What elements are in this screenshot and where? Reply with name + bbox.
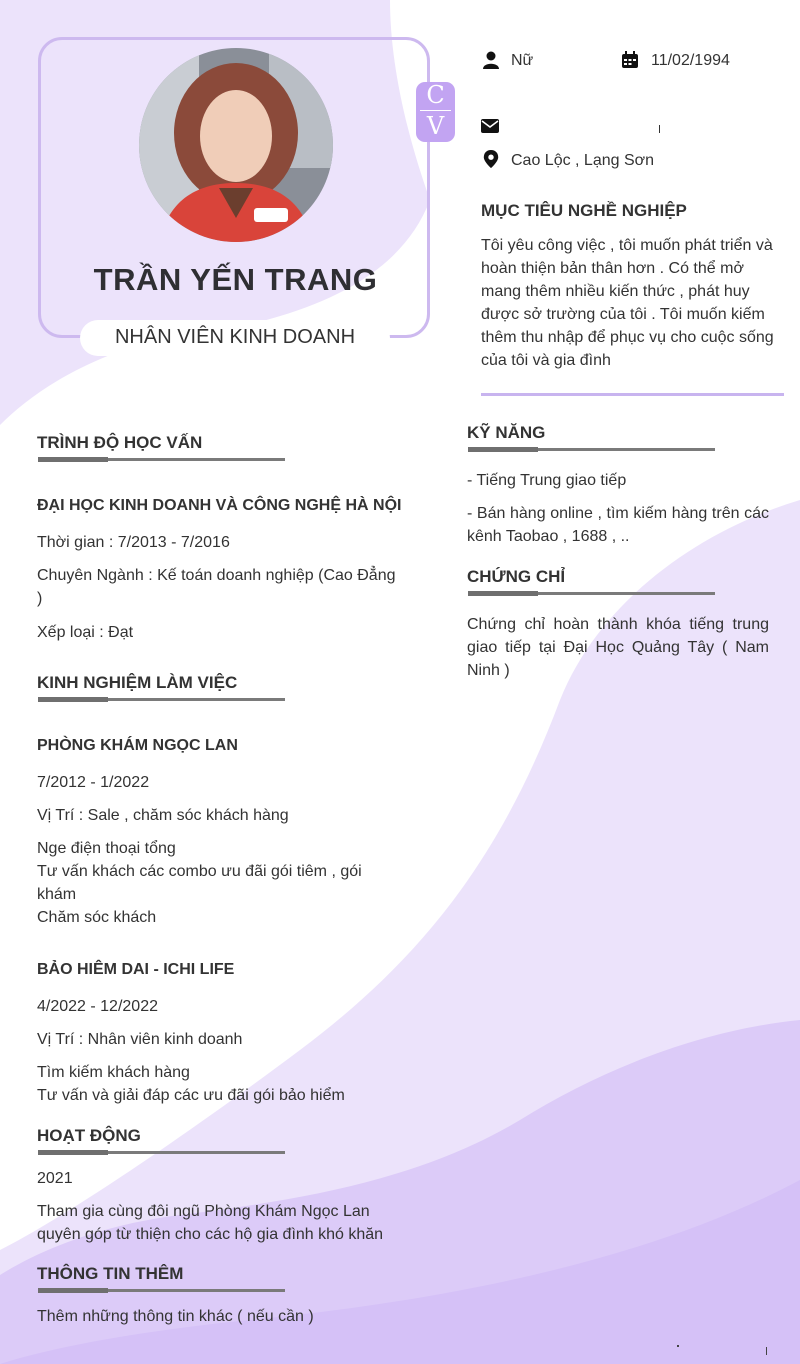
objective-line: mang thêm nhiều kiến thức , phát huy bbox=[481, 283, 750, 300]
education-rule bbox=[38, 458, 285, 461]
job-2-company: BẢO HIÊM DAI - ICHI LIFE bbox=[37, 961, 235, 978]
birthdate-value: 11/02/1994 bbox=[651, 52, 730, 69]
user-icon bbox=[482, 51, 500, 69]
avatar bbox=[139, 48, 333, 242]
activities-rule bbox=[38, 1151, 285, 1154]
education-school: ĐẠI HỌC KINH DOANH VÀ CÔNG NGHỆ HÀ NỘI bbox=[37, 497, 402, 514]
footer-mark bbox=[766, 1347, 767, 1355]
objective-divider bbox=[481, 393, 784, 396]
address-value: Cao Lộc , Lạng Sơn bbox=[511, 152, 655, 169]
education-major-line: Chuyên Ngành : Kế toán doanh nghiệp (Cao Đẳng bbox=[37, 567, 396, 584]
job-1-duties bbox=[37, 837, 362, 929]
job-1-period: 7/2012 - 1/2022 bbox=[37, 774, 150, 791]
education-major bbox=[37, 564, 395, 610]
cv-badge bbox=[416, 82, 455, 142]
job-2-position: Vị Trí : Nhân viên kinh doanh bbox=[37, 1031, 243, 1048]
duty-line: Chăm sóc khách bbox=[37, 909, 157, 926]
education-time: Thời gian : 7/2013 - 7/2016 bbox=[37, 534, 230, 551]
education-major-line: ) bbox=[37, 590, 43, 607]
objective-line: của tôi và gia đình bbox=[481, 352, 611, 369]
skill-item-2: - Bán hàng online , tìm kiếm hàng trên các kênh Taobao , 1688 , .. bbox=[467, 505, 769, 545]
duty-line: Tư vấn khách các combo ưu đãi gói tiêm , gói bbox=[37, 863, 362, 880]
additional-text: Thêm những thông tin khác ( nếu cần ) bbox=[37, 1308, 314, 1325]
gender-value: Nữ bbox=[511, 52, 534, 69]
job-1-position: Vị Trí : Sale , chăm sóc khách hàng bbox=[37, 807, 289, 824]
calendar-icon bbox=[621, 51, 639, 69]
skills-heading: KỸ NĂNG bbox=[467, 423, 546, 442]
certificates-rule bbox=[468, 592, 715, 595]
skills-rule bbox=[468, 448, 715, 451]
job-2-duties bbox=[37, 1061, 345, 1107]
objective-text bbox=[481, 234, 791, 372]
activities-heading: HOẠT ĐỘNG bbox=[37, 1126, 141, 1145]
job-2-period: 4/2022 - 12/2022 bbox=[37, 998, 158, 1015]
activities-line: quyên góp từ thiện cho các hộ gia đình khó khăn bbox=[37, 1226, 384, 1243]
email-cursor-mark bbox=[659, 125, 660, 133]
additional-rule bbox=[38, 1289, 285, 1292]
certificates-text: Chứng chỉ hoàn thành khóa tiếng trung giao tiếp tại Đại Học Quảng Tây ( Nam Ninh ) bbox=[467, 616, 769, 679]
job-1-company: PHÒNG KHÁM NGỌC LAN bbox=[37, 737, 238, 754]
email-icon bbox=[481, 117, 499, 135]
experience-rule bbox=[38, 698, 285, 701]
duty-line: Tư vấn và giải đáp các ưu đãi gói bảo hiểm bbox=[37, 1087, 345, 1104]
objective-heading: MỤC TIÊU NGHỀ NGHIỆP bbox=[481, 201, 687, 220]
additional-heading: THÔNG TIN THÊM bbox=[37, 1264, 184, 1283]
footer-dot bbox=[677, 1345, 679, 1347]
objective-line: hoàn thiện bản thân hơn . Có thể mở bbox=[481, 260, 744, 277]
full-name: TRẦN YẾN TRANG bbox=[93, 262, 378, 297]
activities-line: Tham gia cùng đôi ngũ Phòng Khám Ngọc Lan bbox=[37, 1203, 370, 1220]
location-pin-icon bbox=[482, 150, 500, 168]
cv-letter-v: V bbox=[426, 112, 445, 140]
activities-year: 2021 bbox=[37, 1170, 73, 1187]
cv-letter-c: C bbox=[426, 81, 445, 109]
education-heading: TRÌNH ĐỘ HỌC VẤN bbox=[37, 433, 203, 452]
duty-line: Tìm kiếm khách hàng bbox=[37, 1064, 190, 1081]
certificates-heading: CHỨNG CHỈ bbox=[467, 567, 566, 586]
experience-heading: KINH NGHIỆM LÀM VIỆC bbox=[37, 673, 238, 692]
duty-line: khám bbox=[37, 886, 77, 903]
education-grade: Xếp loại : Đạt bbox=[37, 624, 134, 641]
objective-line: thêm thu nhập để phục vụ cho cuộc sống bbox=[481, 329, 774, 346]
job-title: NHÂN VIÊN KINH DOANH bbox=[114, 326, 356, 348]
objective-line: Tôi yêu công việc , tôi muốn phát triển và bbox=[481, 237, 773, 254]
objective-line: được sở trường của tôi . Tôi muốn kiếm bbox=[481, 306, 765, 323]
duty-line: Nge điện thoại tổng bbox=[37, 840, 176, 857]
skill-item-1: - Tiếng Trung giao tiếp bbox=[467, 472, 627, 489]
activities-text bbox=[37, 1200, 383, 1246]
cv-divider bbox=[420, 110, 451, 111]
